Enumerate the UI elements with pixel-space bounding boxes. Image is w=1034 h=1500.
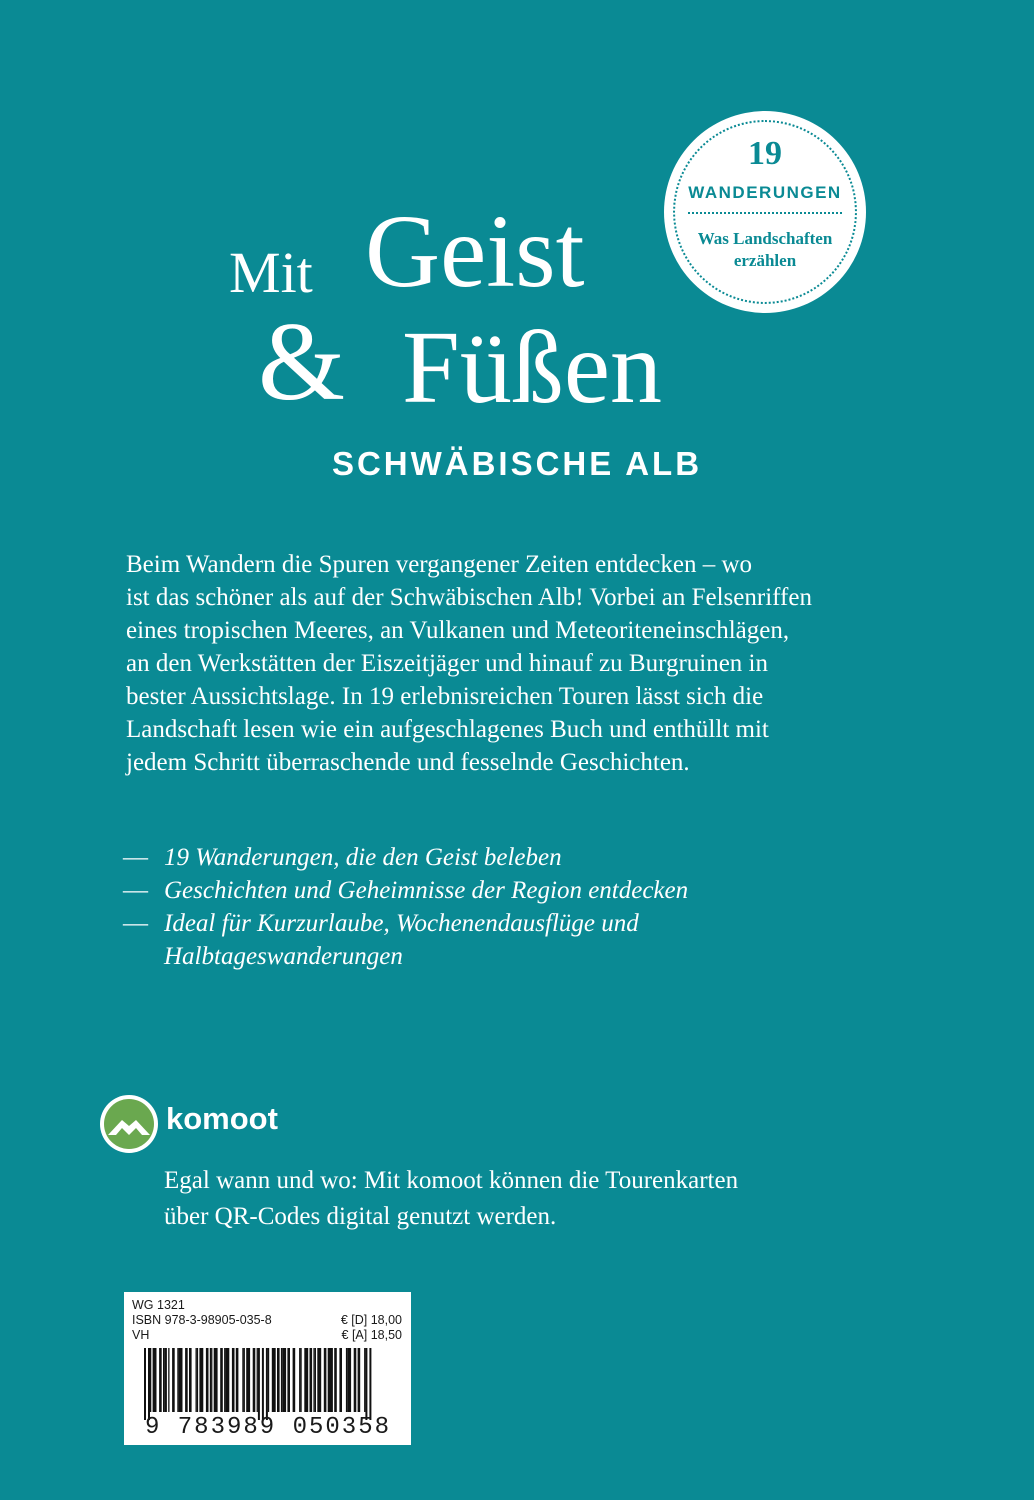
region-subtitle: SCHWÄBISCHE ALB [331,445,703,482]
price-austria: € [A] 18,50 [341,1328,402,1342]
price-germany: € [D] 18,00 [340,1313,402,1327]
feature-text: 19 Wanderungen, die den Geist beleben [164,844,562,871]
feature-text: Ideal für Kurzurlaube, Wochenendausflüge und [164,910,639,937]
komoot-description [164,1163,924,1235]
badge-divider [688,212,842,214]
description-line: ist das schöner als auf der Schwäbischen Alb! Vorbei an Felsenriffen [126,584,812,611]
barcode-digits: 9 783989 050358 [144,1414,392,1441]
description-line: Beim Wandern die Spuren vergangener Zeiten entdecken – wo [126,551,753,578]
description-paragraph [126,548,916,779]
feature-item [123,841,923,874]
title-geist: Geist [365,194,585,309]
badge-subtitle-line2: erzählen [733,251,797,270]
badge-word: WANDERUNGEN [688,183,842,202]
title-mit: Mit [229,240,313,305]
feature-text: Halbtageswanderungen [164,943,403,970]
komoot-mountain-icon [100,1095,158,1153]
description-line: Landschaft lesen wie ein aufgeschlagenes Buch und enthüllt mit [126,716,769,743]
isbn-text: ISBN 978-3-98905-035-8 [132,1313,272,1327]
vh-text: VH [132,1328,150,1342]
isbn-barcode-label [124,1292,411,1445]
badge-subtitle-line1: Was Landschaften [697,229,833,248]
title-ampersand: & [258,300,346,424]
tour-count-badge [664,111,866,313]
feature-list [123,841,923,973]
komoot-brand: komoot [166,1101,278,1136]
feature-text: Geschichten und Geheimnisse der Region entdecken [164,877,689,904]
description-line: jedem Schritt überraschende und fesselnde Geschichten. [126,749,690,776]
description-line: an den Werkstätten der Eiszeitjäger und hinauf zu Burgruinen in [126,650,769,677]
description-line: eines tropischen Meeres, an Vulkanen und Meteoriteneinschlägen, [126,617,790,644]
bullet-dash: — [123,910,148,937]
komoot-line: über QR-Codes digital genutzt werden. [164,1203,557,1230]
description-line: bester Aussichtslage. In 19 erlebnisreichen Touren lässt sich die [126,683,764,710]
feature-item [123,874,923,907]
title-fuessen: Füßen [402,310,662,425]
badge-subtitle [664,228,866,272]
bullet-dash: — [123,877,148,904]
bullet-dash: — [123,844,148,871]
badge-number: 19 [748,135,782,172]
komoot-line: Egal wann und wo: Mit komoot können die Tourenkarten [164,1167,739,1194]
feature-item [123,907,923,973]
wg-code: WG 1321 [132,1298,185,1312]
